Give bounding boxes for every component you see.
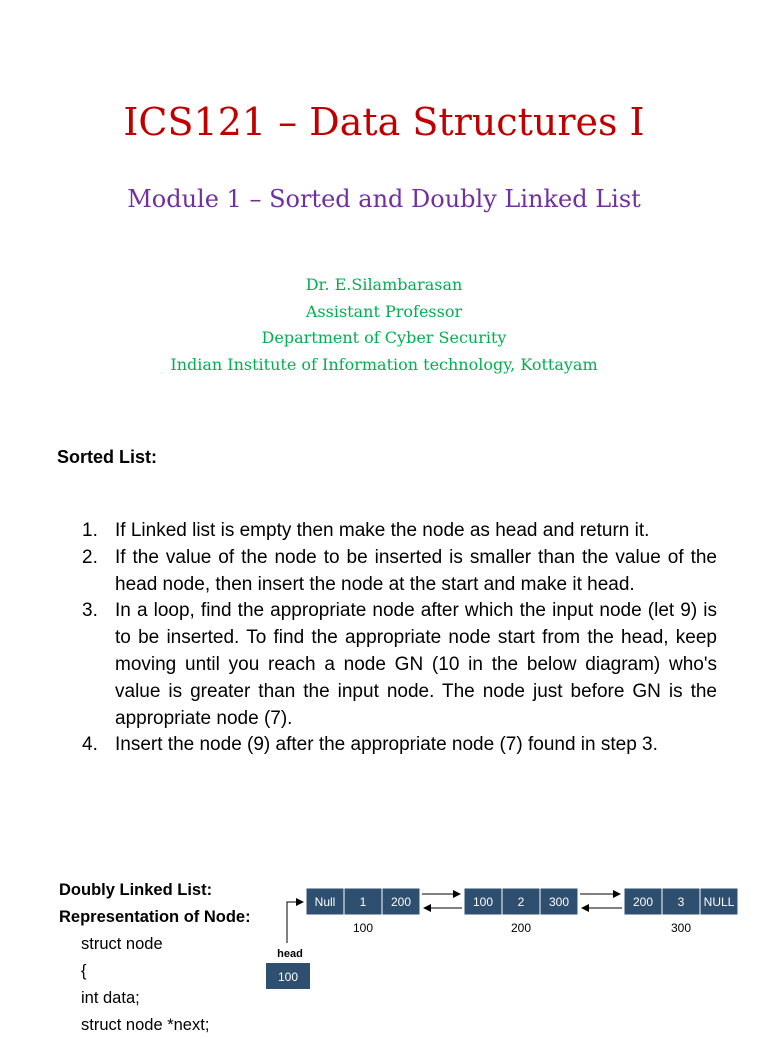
author-position: Assistant Professor — [305, 301, 463, 321]
node-prev-field: Null — [314, 895, 336, 909]
doubly-linked-list-diagram — [262, 880, 762, 1024]
page-title: ICS121 – Data Structures I — [123, 100, 645, 144]
author-name: Dr. E.Silambarasan — [305, 275, 463, 294]
step-text: In a loop, find the appropriate node after which the input node (let 9) is to be inserted. To find the appropriate node start from the head, keep moving until you reach a node GN (10 in the below diagram) who's value is greater than the input node. The node just before GN is the appropriate node (7). — [115, 600, 717, 729]
node-next-field: 200 — [390, 895, 412, 909]
node-next-field: NULL — [703, 895, 735, 909]
head-label: head — [277, 948, 303, 960]
node-prev-field: 200 — [632, 895, 654, 909]
diagram-nodes — [306, 888, 738, 935]
page-subtitle: Module 1 – Sorted and Doubly Linked List — [127, 185, 641, 213]
step-text: If Linked list is empty then make the node as head and return it. — [115, 520, 650, 541]
step-text: If the value of the node to be inserted is smaller than the value of the head node, then insert the node at the start and make it head. — [115, 546, 717, 595]
list-item — [55, 518, 717, 545]
doubly-linked-list-heading — [59, 877, 251, 931]
step-number: 2. — [82, 546, 98, 568]
step-number: 3. — [82, 600, 98, 622]
code-line: struct node — [81, 935, 163, 953]
head-pointer-arrow — [287, 902, 303, 943]
dll-title: Doubly Linked List: — [59, 881, 213, 899]
code-line: int data; — [81, 989, 140, 1007]
author-department: Department of Cyber Security — [261, 328, 507, 347]
code-line: struct node *next; — [81, 1016, 210, 1034]
list-node — [624, 888, 738, 935]
list-node — [306, 888, 420, 935]
node-address: 100 — [352, 921, 374, 935]
sorted-list-steps — [55, 518, 717, 759]
code-block — [81, 931, 209, 1039]
node-address: 300 — [670, 921, 692, 935]
step-number: 1. — [82, 520, 98, 541]
step-text: Insert the node (9) after the appropriate node (7) found in step 3. — [115, 734, 658, 756]
step-number: 4. — [82, 734, 98, 756]
sorted-list-heading: Sorted List: — [57, 447, 158, 467]
node-data-field: 3 — [677, 895, 685, 909]
author-institute: Indian Institute of Information technology, Kottayam — [170, 354, 598, 374]
node-address: 200 — [510, 921, 532, 935]
list-node — [464, 888, 578, 935]
dll-subtitle: Representation of Node: — [59, 908, 251, 926]
node-prev-field: 100 — [472, 895, 494, 909]
node-next-field: 300 — [548, 895, 570, 909]
code-line: { — [81, 962, 87, 980]
node-data-field: 1 — [359, 895, 367, 909]
list-item — [55, 598, 717, 732]
list-item — [55, 732, 717, 759]
list-item — [55, 545, 717, 599]
node-data-field: 2 — [517, 895, 525, 909]
author-block — [0, 272, 768, 378]
head-pointer-value: 100 — [277, 970, 299, 984]
